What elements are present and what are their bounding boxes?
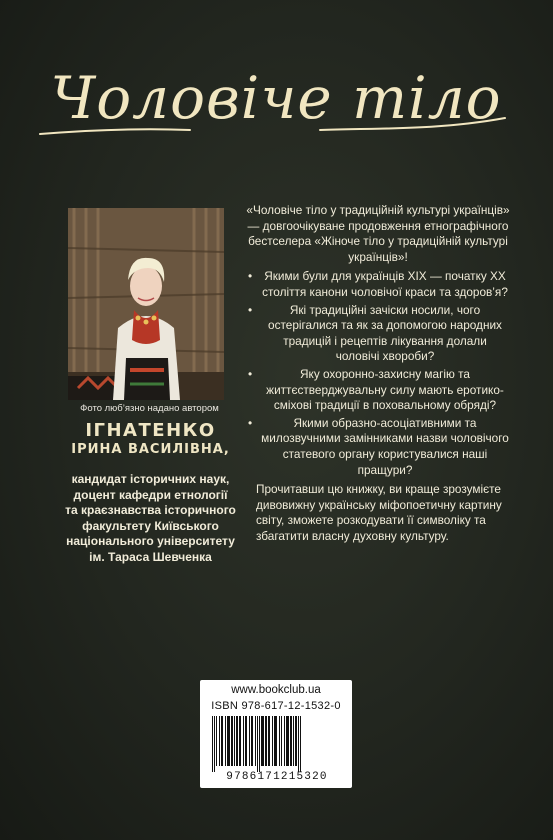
- barcode-bar: [227, 716, 230, 766]
- publisher-url: www.bookclub.ua: [231, 684, 321, 696]
- description-outro: Прочитавши цю книжку, ви краще зрозумієте дивовижну українську міфопоетичну картину світу, зможете розкодувати її символіку та збагатити власну духовну культуру.: [256, 482, 502, 543]
- author-photo: [68, 208, 224, 400]
- photo-caption: Фото люб’язно надано автором: [80, 403, 219, 414]
- barcode-bar: [265, 716, 267, 766]
- barcode-bar: [239, 716, 241, 766]
- barcode-bar: [281, 716, 282, 766]
- description-intro: «Чоловіче тіло у традиційній культурі українців» — довгоочікуване продовження етнографічного бестселера «Жіноче тіло у традиційній культурі українців»!: [246, 203, 510, 264]
- barcode-bar: [290, 716, 292, 766]
- barcode-bar: [231, 716, 233, 766]
- barcode-bars: [210, 716, 344, 772]
- author-bio-line: ім. Тараса Шевченка: [89, 549, 212, 564]
- question-item: • Якими були для українців XIX — початку XX століття канони чоловічої краси та здоров’я?: [246, 269, 510, 300]
- barcode-bar: [293, 716, 294, 766]
- barcode-bar: [298, 716, 299, 772]
- author-bio: [58, 472, 243, 565]
- title-lettering: [0, 48, 553, 148]
- barcode-digits: 9786171215320: [226, 771, 328, 783]
- barcode-bar: [272, 716, 273, 766]
- barcode-bar: [257, 716, 258, 772]
- author-surname: ІГНАТЕНКО: [85, 420, 216, 441]
- description-questions: [246, 269, 510, 478]
- author-bio-line: доцент кафедри етнології: [73, 487, 228, 502]
- author-photo-image: [68, 208, 224, 400]
- barcode-bar: [219, 716, 220, 766]
- barcode-bar: [274, 716, 277, 766]
- barcode-bar: [234, 716, 235, 766]
- barcode-bar: [286, 716, 289, 766]
- isbn-text: ISBN 978-617-12-1532-0: [211, 700, 341, 712]
- title-text: Чоловіче тіло: [50, 64, 502, 132]
- barcode-bar: [212, 716, 213, 772]
- barcode-bar: [221, 716, 223, 766]
- question-item: • Які традиційні зачіски носили, чого остерігалися та як за допомогою народних традицій і рецептів лікування долали чоловічі хвороби?: [246, 303, 510, 365]
- barcode-bar: [284, 716, 285, 766]
- barcode-bar: [249, 716, 250, 766]
- author-given-name: ІРИНА ВАСИЛІВНА,: [71, 442, 230, 457]
- barcode-bar: [300, 716, 301, 772]
- barcode-bar: [214, 716, 215, 772]
- barcode-bar: [216, 716, 217, 766]
- barcode-bar: [245, 716, 247, 766]
- barcode-bar: [255, 716, 256, 766]
- barcode-panel: [200, 680, 352, 788]
- author-bio-line: національного університету: [66, 534, 235, 548]
- book-title: [0, 48, 553, 148]
- question-item: • Якими образно-асоціативними та милозвучними замінниками назви чоловічого статевого органу користувалися наші пращури?: [246, 416, 510, 478]
- barcode-bar: [279, 716, 280, 766]
- barcode-bar: [261, 716, 264, 766]
- barcode-bar: [243, 716, 244, 766]
- author-bio-line: кандидат історичних наук,: [71, 472, 230, 486]
- author-bio-line: та краєзнавства історичного: [65, 503, 236, 517]
- barcode-bar: [251, 716, 253, 766]
- barcode-bar: [236, 716, 238, 766]
- barcode-bar: [295, 716, 297, 766]
- barcode-bar: [259, 716, 260, 772]
- author-bio-line: факультету Київського: [82, 518, 219, 533]
- book-description: [246, 203, 510, 544]
- barcode-bar: [268, 716, 270, 766]
- question-item: • Яку охоронно-захисну магію та життєстверджувальну силу мають еротико-сміхові традиції в поховальному обряді?: [246, 367, 510, 414]
- barcode-bar: [225, 716, 226, 766]
- author-block: [58, 420, 243, 565]
